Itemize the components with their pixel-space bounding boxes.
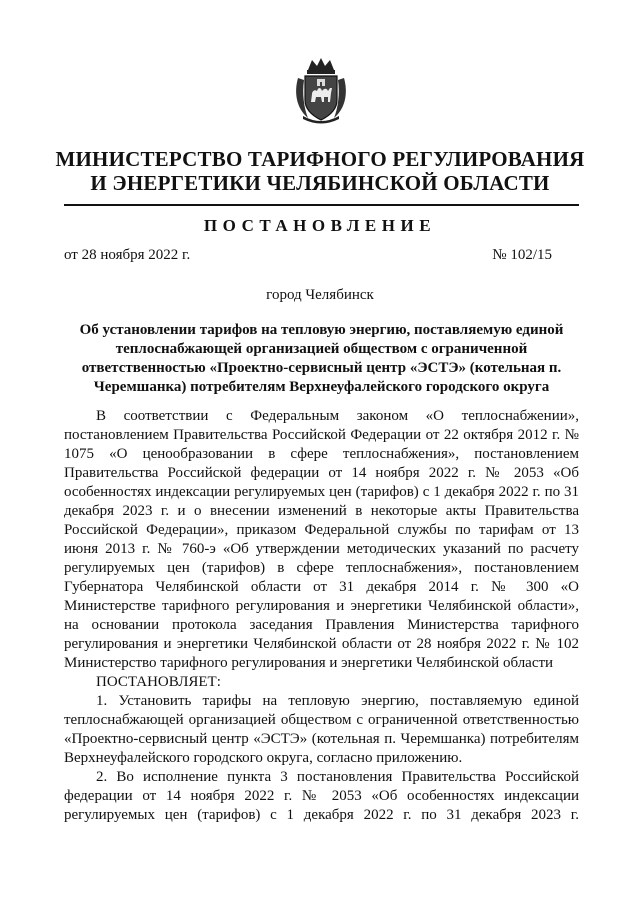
item-1-paragraph: 1. Установить тарифы на тепловую энергию, поставляемую единой теплоснабжающей организацией обществом с ограниченной ответственностью «Проектно-сервисный центр «ЭСТЭ» (котельная п. Черемшанка) потребителям Верхнеуфалейского городского округа, согласно приложению. bbox=[64, 693, 579, 766]
header-divider bbox=[64, 204, 579, 206]
document-city: город Челябинск bbox=[266, 287, 374, 303]
ministry-title-line2: И ЭНЕРГЕТИКИ ЧЕЛЯБИНСКОЙ ОБЛАСТИ bbox=[90, 171, 550, 195]
preamble-paragraph: В соответствии с Федеральным законом «О теплоснабжении», постановлением Правительства Российской Федерации от 22 октября 2012 г. № 1075 «О ценообразовании в сфере теплоснабжения», постановлением Правительства Российской федерации от 14 ноября 2022 г. № 2053 «Об особенностях индексации регулируемых цен (тарифов) с 1 декабря 2022 г. по 31 декабря 2023 г. и о внесении изменений в некоторые акты Правительства Российской Федерации», приказом Федеральной службы по тарифам от 13 июня 2013 г. № 760-э «Об утверждении методических указаний по расчету регулируемых цен (тарифов) в сфере теплоснабжения», постановлением Губернатора Челябинской области от 31 декабря 2014 г. № 300 «О Министерстве тарифного регулирования и энергетики Челябинской области», на основании протокола заседания Правления Министерства тарифного регулирования и энергетики Челябинской области от 28 ноября 2022 г. № 102 Министерство тарифного регулирования и энергетики Челябинской области bbox=[64, 408, 579, 671]
ministry-title bbox=[40, 147, 600, 195]
document-body bbox=[64, 407, 579, 825]
coat-of-arms-emblem bbox=[294, 56, 348, 124]
document-number: № 102/15 bbox=[492, 247, 552, 263]
document-type: ПОСТАНОВЛЕНИЕ bbox=[203, 216, 437, 235]
item-2-paragraph: 2. Во исполнение пункта 3 постановления Правительства Российской федерации от 14 ноября 2022 г. № 2053 «Об особенностях индексации регулируемых цен (тарифов) с 1 декабря 2022 г. по 31 декабря 2023 г. bbox=[64, 769, 579, 823]
document-subject: Об установлении тарифов на тепловую энергию, поставляемую единой теплоснабжающей организацией обществом с ограниченной ответственностью «Проектно-сервисный центр «ЭСТЭ» (котельная п. Черемшанка) потребителям Верхнеуфалейского городского округа bbox=[79, 322, 564, 395]
ministry-title-line1: МИНИСТЕРСТВО ТАРИФНОГО РЕГУЛИРОВАНИЯ bbox=[55, 147, 585, 171]
document-date: от 28 ноября 2022 г. bbox=[64, 247, 191, 263]
decree-word: ПОСТАНОВЛЯЕТ: bbox=[96, 674, 221, 690]
